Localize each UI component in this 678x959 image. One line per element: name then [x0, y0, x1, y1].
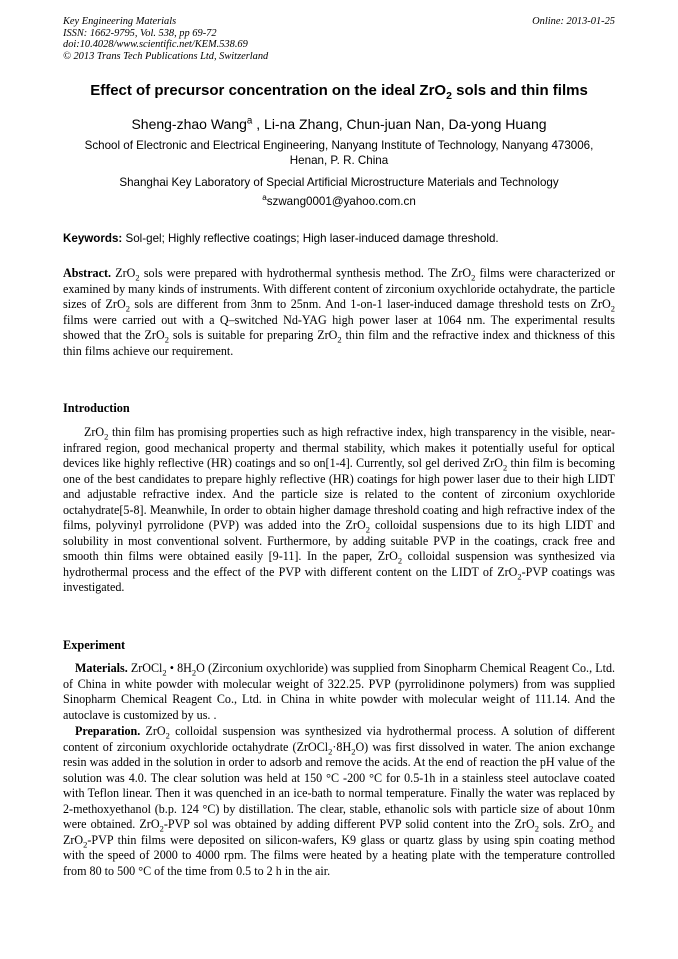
body-text-run: ZrO — [140, 724, 166, 738]
body-text-run: sols were prepared with hydrothermal synthesis method. The ZrO — [139, 266, 472, 280]
subscript-text: 2 — [471, 272, 476, 283]
subscript-text: 2 — [165, 730, 170, 741]
first-author: Sheng-zhao Wang — [131, 116, 247, 132]
other-authors: , Li-na Zhang, Chun-juan Nan, Da-yong Huang — [252, 116, 547, 132]
body-text-run: -PVP sol was obtained by adding different PVP solid content into the ZrO — [163, 817, 535, 832]
affiliation-1-line2: Henan, P. R. China — [289, 154, 389, 167]
online-date: Online: 2013-01-25 — [532, 16, 615, 27]
email-address: szwang0001@yahoo.com.cn — [266, 195, 416, 208]
author-list — [0, 116, 678, 132]
subscript-text: 2 — [159, 823, 164, 834]
title-text-end: sols and thin films — [451, 82, 588, 99]
body-text-run: ZrO — [111, 266, 136, 280]
copyright-line: © 2013 Trans Tech Publications Ltd, Switzerland — [63, 50, 269, 62]
journal-name: Key Engineering Materials — [63, 16, 177, 27]
subscript-text: 2 — [365, 524, 370, 535]
body-text-run: films were carried out with a Q–switched Nd-YAG high power laser at 1064 nm. The experimental results showed that the ZrO — [63, 312, 615, 343]
subscript-text: 2 — [502, 462, 508, 473]
body-text-run: ZrOCl — [127, 661, 163, 675]
body-text-run: thin film and the refractive index and thickness of this thin films achieve our requirement. — [63, 328, 616, 358]
introduction-body — [63, 425, 615, 594]
author-email — [0, 195, 678, 208]
title-text: Effect of precursor concentration on the ideal ZrO — [90, 82, 447, 99]
body-text-run: -PVP thin films were deposited on silicon-wafers, K9 glass or quartz glass by using spin coating method with the speed of 2000 to 4000 rpm. The films were heated by a heating plate with the temperature controlled from 80 to 500 °C of the time from 0.5 to 2 h in the air. — [63, 832, 615, 878]
body-text-run: -PVP coatings was investigated. — [63, 564, 616, 595]
subscript-text: 2 — [351, 745, 356, 756]
subscript-text: 2 — [125, 303, 130, 314]
subscript-text: 2 — [162, 667, 167, 678]
journal-header — [63, 16, 268, 62]
affiliation-1 — [60, 138, 618, 168]
subscript-text: 2 — [397, 555, 403, 566]
body-text-run: O (Zirconium oxychloride) was supplied from Sinopharm Chemical Reagent Co., Ltd. of China in white powder with molecular weight of 322.25. PVP (pyrrolidinone polymers) from was supplied Sinopharm Chemical Reagent Co., Ltd. in China in white powder with molecular weight of 111.14. And the autoclave is customized by us. . — [63, 661, 616, 722]
introduction-heading: Introduction — [63, 401, 130, 415]
issn-line: ISSN: 1662-9795, Vol. 538, pp 69-72 — [63, 27, 217, 39]
keywords — [63, 232, 615, 245]
subscript-text: 2 — [164, 334, 169, 345]
abstract-text — [63, 266, 615, 358]
experiment-heading: Experiment — [63, 638, 126, 652]
title-subscript: 2 — [446, 90, 452, 102]
body-text-run: ZrO — [84, 425, 105, 439]
affiliation-1-line1: School of Electronic and Electrical Engineering, Nanyang Institute of Technology, Nanyang 473006, — [84, 139, 594, 152]
body-text-run: thin film is becoming one of the best candidates to prepare highly reflective (HR) coatings for high power laser due to their high LIDT and adjustable refractive index. And the particle size is related to the content of zirconium oxychloride octahydrate[5-8]. Meanwhile, In order to obtain higher damage threshold coating and high refractive index of the films, polyvinyl pyrrolidone (PVP) was added into the ZrO — [63, 456, 615, 533]
subscript-text: 2 — [328, 745, 333, 756]
abstract — [63, 266, 615, 359]
author-superscript: a — [246, 115, 253, 127]
doi-line: doi:10.4028/www.scientific.net/KEM.538.69 — [63, 39, 248, 51]
subscript-text: 2 — [104, 431, 109, 442]
subscript-text: 2 — [191, 667, 197, 678]
abstract-label: Abstract. — [63, 266, 112, 280]
subscript-text: 2 — [589, 823, 594, 834]
body-text-run: sols is suitable for preparing ZrO — [168, 328, 338, 343]
preparation-paragraph — [63, 724, 615, 879]
body-text-run: sols are different from 3nm to 25nm. And 1-on-1 laser-induced damage threshold tests on ZrO — [129, 297, 611, 312]
email-superscript: a — [262, 193, 267, 203]
body-text-run: • 8H — [166, 661, 192, 675]
body-text-run: and ZrO — [63, 817, 615, 847]
subscript-text: 2 — [610, 303, 615, 314]
keywords-text: Sol-gel; Highly reflective coatings; High laser-induced damage threshold. — [122, 232, 499, 245]
preparation-text — [63, 724, 615, 878]
preparation-label: Preparation. — [75, 724, 141, 738]
body-text-run: films were characterized or examined by many kinds of instruments. With different content of zirconium oxychloride octahydrate, the particle sizes of ZrO — [63, 266, 616, 312]
body-text-run: sols. ZrO — [538, 817, 590, 832]
body-text-run: colloidal suspension was synthesized via hydrothermal process. A solution of different content of zirconium oxychloride octahydrate (ZrOCl — [63, 724, 616, 754]
materials-paragraph — [63, 661, 615, 723]
affiliation-2: Shanghai Key Laboratory of Special Artificial Microstructure Materials and Technology — [119, 176, 559, 189]
body-text-run: colloidal suspensions due to its high LIDT and solubility in most conventional solvent. Furthermore, by adding suitable PVP in the coatings, crack free and smooth thin films were obtained easily [9-11]. In the paper, ZrO — [63, 518, 615, 564]
subscript-text: 2 — [83, 839, 88, 850]
subscript-text: 2 — [337, 334, 342, 345]
introduction-text — [63, 425, 615, 596]
subscript-text: 2 — [135, 272, 140, 283]
materials-text — [63, 661, 615, 722]
body-text-run: ·8H — [332, 739, 352, 754]
body-text-run: thin film has promising properties such as high refractive index, high transparency in the visible, near-infrared region, good mechanical property and thermal stability, which makes it potentially useful for optical devices like highly reflective (HR) coatings and so on[1-4]. Currently, sol gel derived ZrO — [63, 425, 615, 471]
keywords-label: Keywords: — [63, 232, 123, 245]
subscript-text: 2 — [534, 823, 539, 834]
body-text-run: colloidal suspension was synthesized via hydrothermal process and the effect of the PVP with different content on the LIDT of ZrO — [63, 549, 615, 579]
materials-label: Materials. — [75, 661, 128, 675]
body-text-run: O) was first dissolved in water. The anion exchange resin was added in the solution in order to adsorb and remove the acids. At the end of reaction the pH value of the solution was 4.0. The clear solution was held at 150 °C -200 °C for 0.5-1h in a stainless steel autoclave coated with Teflon linear. Then it was quenched in an ice-bath to normal temperature. Finally the water was replaced by 2-methoxyethanol (b.p. 124 °C) by distillation. The clear, stable, ethanolic sols with particle size of about 10nm were obtained. ZrO — [63, 739, 615, 832]
paper-title — [0, 82, 678, 102]
subscript-text: 2 — [517, 571, 522, 582]
